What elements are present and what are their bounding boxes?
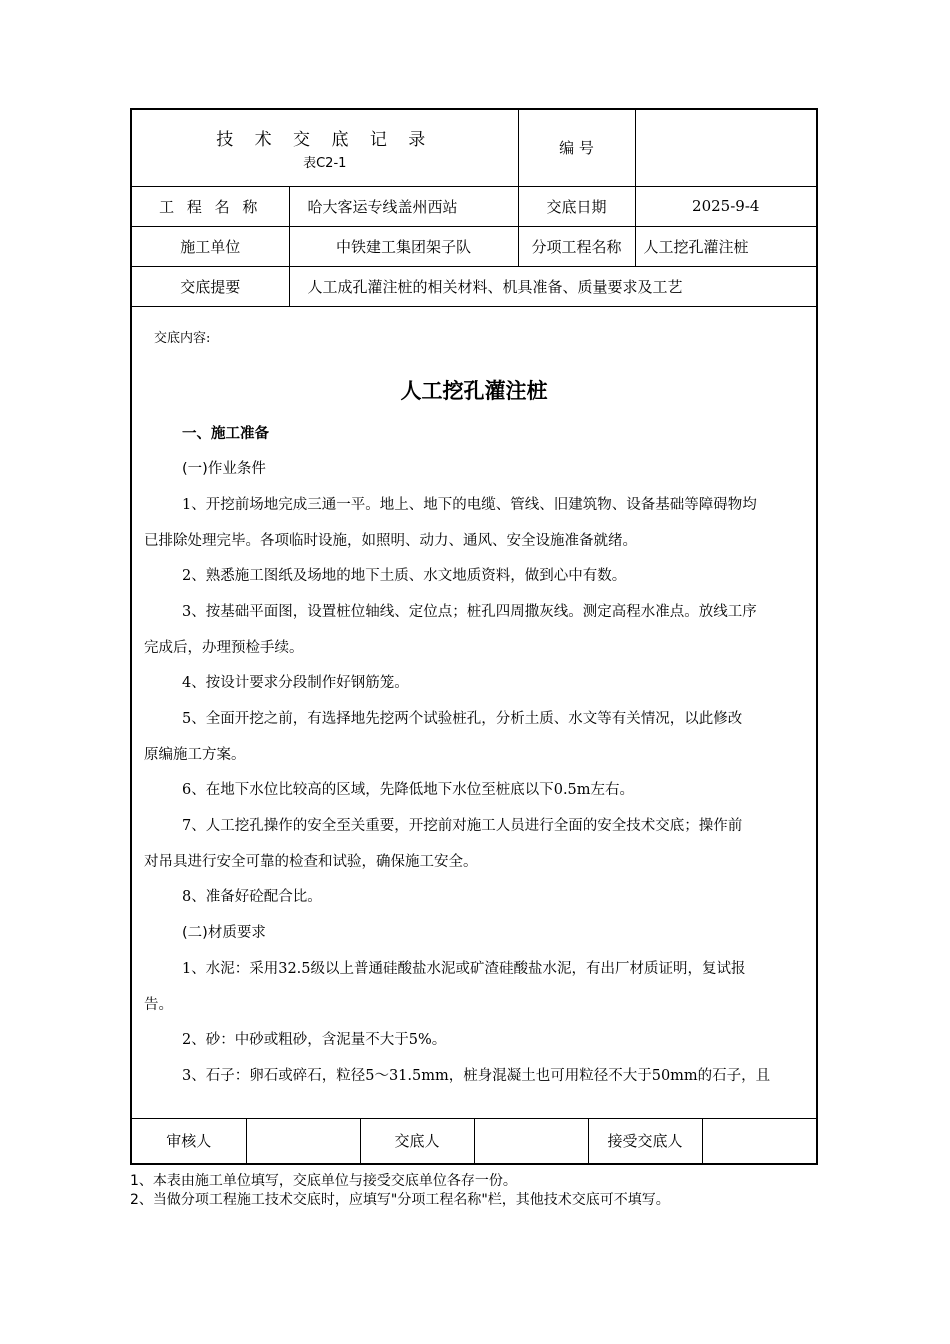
paragraph-line: 对吊具进行安全可靠的检查和试验，确保施工安全。 [144, 853, 478, 870]
date-value[interactable]: 2025-9-4 [635, 186, 816, 226]
project-value[interactable]: 哈大客运专线盖州西站 [289, 186, 518, 226]
paragraph-line: 2、熟悉施工图纸及场地的地下土质、水文地质资料，做到心中有数。 [182, 568, 627, 585]
subproject-value[interactable]: 人工挖孔灌注桩 [635, 226, 816, 266]
record-form [130, 108, 818, 1165]
number-value[interactable] [635, 110, 816, 186]
form-title: 技 术 交 底 记 录 [216, 129, 434, 150]
paragraph-line: 3、按基础平面图，设置桩位轴线、定位点；桩孔四周撒灰线。测定高程水准点。放线工序 [182, 603, 757, 620]
form-code: 表C2-1 [303, 155, 347, 171]
presenter-label: 交底人 [360, 1119, 474, 1163]
presenter-field[interactable] [474, 1119, 588, 1163]
number-label: 编 号 [518, 110, 635, 186]
paragraph-line: 7、人工挖孔操作的安全至关重要，开挖前对施工人员进行全面的安全技术交底；操作前 [182, 818, 743, 835]
paragraph-line: 原编施工方案。 [144, 746, 246, 763]
paragraph-line: 1、开挖前场地完成三通一平。地上、地下的电缆、管线、旧建筑物、设备基础等障碍物均 [182, 496, 757, 513]
reviewer-field[interactable] [246, 1119, 360, 1163]
content-label: 交底内容: [154, 330, 211, 346]
subsection-heading: (二)材质要求 [182, 925, 266, 942]
subsection-heading: (一)作业条件 [182, 461, 266, 478]
subproject-label: 分项工程名称 [518, 226, 635, 266]
paragraph-line: 完成后，办理预检手续。 [144, 639, 304, 656]
project-label: 工 程 名 称 [132, 186, 289, 226]
signature-table [132, 1119, 816, 1163]
footnote: 1、本表由施工单位填写，交底单位与接受交底单位各存一份。 [130, 1173, 517, 1189]
footnote: 2、当做分项工程施工技术交底时，应填写"分项工程名称"栏，其他技术交底可不填写。 [130, 1192, 670, 1208]
unit-value[interactable]: 中铁建工集团架子队 [289, 226, 518, 266]
paragraph-line: 3、石子：卵石或碎石，粒径5～31.5mm，桩身混凝土也可用粒径不大于50mm的石子，且 [182, 1067, 771, 1084]
content-area [132, 307, 816, 1119]
unit-label: 施工单位 [132, 226, 289, 266]
paragraph-line: 2、砂：中砂或粗砂，含泥量不大于5%。 [182, 1032, 447, 1049]
date-label: 交底日期 [518, 186, 635, 226]
section-heading: 一、施工准备 [182, 425, 269, 442]
document-title: 人工挖孔灌注桩 [400, 378, 548, 403]
summary-label: 交底提要 [132, 266, 289, 306]
footnotes [130, 1172, 670, 1210]
paragraph-line: 1、水泥：采用32.5级以上普通硅酸盐水泥或矿渣硅酸盐水泥，有出厂材质证明，复试报 [182, 960, 746, 977]
paragraph-line: 已排除处理完毕。各项临时设施，如照明、动力、通风、安全设施准备就绪。 [144, 532, 637, 549]
form-title-cell [132, 110, 518, 186]
paragraph-line: 告。 [144, 996, 173, 1013]
document-body [144, 417, 804, 1095]
paragraph-line: 5、全面开挖之前，有选择地先挖两个试验桩孔，分析土质、水文等有关情况，以此修改 [182, 711, 743, 727]
reviewer-label: 审核人 [132, 1119, 246, 1163]
paragraph-line: 4、按设计要求分段制作好钢筋笼。 [182, 675, 409, 692]
summary-value[interactable]: 人工成孔灌注桩的相关材料、机具准备、质量要求及工艺 [289, 266, 816, 306]
header-table [132, 110, 816, 307]
receiver-field[interactable] [702, 1119, 816, 1163]
paragraph-line: 8、准备好砼配合比。 [182, 889, 322, 906]
receiver-label: 接受交底人 [588, 1119, 702, 1163]
paragraph-line: 6、在地下水位比较高的区域，先降低地下水位至桩底以下0.5m左右。 [182, 782, 635, 799]
